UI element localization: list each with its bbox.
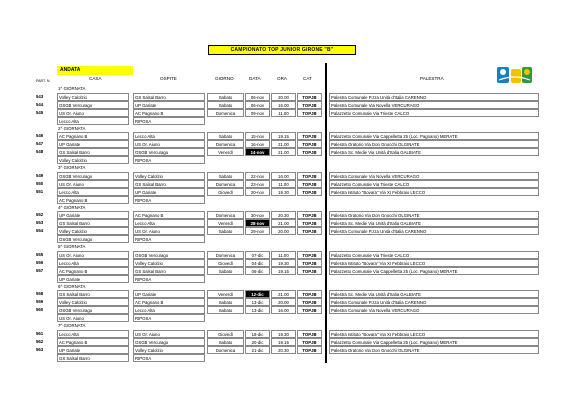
riposa-label: RIPOSA xyxy=(133,275,205,283)
header-cat: CAT xyxy=(303,76,312,81)
match-number: 553 xyxy=(36,220,44,226)
table-row xyxy=(0,219,566,227)
match-time: 16.00 xyxy=(271,101,296,109)
home-team: Volley Calolzio xyxy=(57,298,129,306)
header-ora: ORA xyxy=(277,76,287,81)
resting-team: AC Pagnano B xyxy=(57,196,129,204)
match-time: 19.30 xyxy=(271,259,296,267)
match-number: 562 xyxy=(36,338,44,344)
match-day: Sabato xyxy=(207,101,244,109)
category: TOPJB xyxy=(297,211,322,219)
away-team: US Or. Aiuno xyxy=(133,330,205,338)
riposa-label: RIPOSA xyxy=(133,156,205,164)
match-time: 21.00 xyxy=(271,140,296,148)
match-time: 21.00 xyxy=(271,219,296,227)
venue: Palestra Oratorio Via Don Gnocchi OLGINATE xyxy=(329,140,539,148)
match-day: Sabato xyxy=(207,93,244,101)
table-row xyxy=(0,180,566,188)
table-row xyxy=(0,267,566,275)
resting-team: Volley Calolzio xyxy=(57,156,129,164)
match-day: Giovedì xyxy=(207,330,244,338)
home-team: AC Pagnano B xyxy=(57,132,129,140)
away-team: Lecco Alta xyxy=(133,306,205,314)
match-date: 12-dic xyxy=(245,290,270,298)
match-day: Domenica xyxy=(207,211,244,219)
riposa-label: RIPOSA xyxy=(133,314,205,322)
match-time: 19.15 xyxy=(271,338,296,346)
home-team: OSGB Vercurago xyxy=(57,101,129,109)
away-team: Volley Calolzio xyxy=(133,346,205,354)
venue: Palazzetto Comunale Via Trieste CALCO xyxy=(329,251,539,259)
match-time: 19.15 xyxy=(271,132,296,140)
venue: Palestra Comunale P.zza Unità d'Italia CARENNO xyxy=(329,298,539,306)
category: TOPJB xyxy=(297,290,322,298)
venue: Palestra Comunale Via Novella VERCURAGO xyxy=(329,306,539,314)
venue: Palestra Istituto "Bovara" Via XI Febbraio LECCO xyxy=(329,259,539,267)
match-date: 22-nov xyxy=(245,172,270,180)
giornata-label: 4^ GIORNATA xyxy=(58,204,86,210)
category: TOPJB xyxy=(297,172,322,180)
resting-team: UP Gariate xyxy=(57,275,129,283)
match-number: 563 xyxy=(36,346,44,352)
venue: Palestra Comunale Via Novella VERCURAGO xyxy=(329,101,539,109)
home-team: GS Salsal Barro xyxy=(57,219,129,227)
category: TOPJB xyxy=(297,140,322,148)
category: TOPJB xyxy=(297,227,322,235)
table-row xyxy=(0,346,566,354)
match-day: Giovedì xyxy=(207,259,244,267)
match-time: 20.00 xyxy=(271,298,296,306)
away-team: AC Pagnano B xyxy=(133,298,205,306)
home-team: OSGB Vercurago xyxy=(57,172,129,180)
home-team: US Or. Aiuno xyxy=(57,251,129,259)
table-row xyxy=(0,172,566,180)
match-day: Sabato xyxy=(207,298,244,306)
venue: Palestra Comunale P.zza Unità d'Italia CARENNO xyxy=(329,93,539,101)
match-number: 560 xyxy=(36,307,44,313)
riposa-label: RIPOSA xyxy=(133,354,205,362)
away-team: Volley Calolzio xyxy=(133,172,205,180)
match-number: 561 xyxy=(36,330,44,336)
match-day: Venerdì xyxy=(207,148,244,156)
table-row xyxy=(0,338,566,346)
match-number: 544 xyxy=(36,101,44,107)
table-row xyxy=(0,330,566,338)
home-team: US Or. Aiuno xyxy=(57,109,129,117)
table-row xyxy=(0,188,566,196)
category: TOPJB xyxy=(297,306,322,314)
match-day: Domenica xyxy=(207,346,244,354)
match-time: 11.00 xyxy=(271,180,296,188)
giornata-label: 3^ GIORNATA xyxy=(58,165,86,170)
riposa-label: RIPOSA xyxy=(133,235,205,243)
header-giorno: GIORNO xyxy=(215,76,234,81)
category: TOPJB xyxy=(297,219,322,227)
match-number: 543 xyxy=(36,93,44,99)
away-team: Lecco Alta xyxy=(133,219,205,227)
away-team: UP Gariate xyxy=(133,101,205,109)
home-team: Lecco Alta xyxy=(57,259,129,267)
venue: Palestra Sc. Medie Via Unità d'Italia GALBIATE xyxy=(329,219,539,227)
match-number: 547 xyxy=(36,141,44,147)
venue: Palestra Istituto "Bovara" Via XI Febbraio LECCO xyxy=(329,188,539,196)
match-time: 16.00 xyxy=(271,306,296,314)
match-number: 555 xyxy=(36,251,44,257)
home-team: GS Salsal Barro xyxy=(57,148,129,156)
match-date: 06-nov xyxy=(245,93,270,101)
away-team: US Or. Aiuno xyxy=(133,140,205,148)
home-team: UP Gariate xyxy=(57,211,129,219)
match-day: Domenica xyxy=(207,180,244,188)
match-day: Sabato xyxy=(207,172,244,180)
match-number: 546 xyxy=(36,133,44,139)
venue: Palazzetto Comunale Via Cappelletta 25 (Loc. Pagnano) MERATE xyxy=(329,338,539,346)
table-row xyxy=(0,227,566,235)
home-team: US Or. Aiuno xyxy=(57,180,129,188)
match-day: Sabato xyxy=(207,267,244,275)
away-team: OSGB Vercurago xyxy=(133,338,205,346)
match-time: 20.00 xyxy=(271,93,296,101)
round-label: ANDATA xyxy=(57,66,133,75)
match-number: 550 xyxy=(36,180,44,186)
match-date: 04-dic xyxy=(245,259,270,267)
away-team: OSGB Vercurago xyxy=(133,251,205,259)
match-date: 09-nov xyxy=(245,109,270,117)
match-day: Venerdì xyxy=(207,290,244,298)
table-row xyxy=(0,132,566,140)
match-time: 21.00 xyxy=(271,290,296,298)
away-team: GS Salsal Barro xyxy=(133,180,205,188)
match-number: 548 xyxy=(36,149,44,155)
resting-team: Lecco Alta xyxy=(57,117,129,125)
match-date: 21-dic xyxy=(245,346,270,354)
home-team: GS Salsal Barro xyxy=(57,290,129,298)
category: TOPJB xyxy=(297,132,322,140)
venue: Palazzetto Comunale Via Cappelletta 25 (Loc. Pagnano) MERATE xyxy=(329,132,539,140)
away-team: UP Gariate xyxy=(133,290,205,298)
category: TOPJB xyxy=(297,346,322,354)
page-title: CAMPIONATO TOP JUNIOR GIRONE "B" xyxy=(208,45,356,55)
home-team: Lecco Alta xyxy=(57,330,129,338)
header-palestra: PALESTRA xyxy=(420,76,444,81)
match-date: 20-dic xyxy=(245,338,270,346)
table-row xyxy=(0,251,566,259)
category: TOPJB xyxy=(297,180,322,188)
home-team: UP Gariate xyxy=(57,346,129,354)
away-team: GS Salsal Barro xyxy=(133,267,205,275)
match-date: 23-nov xyxy=(245,180,270,188)
table-row xyxy=(0,298,566,306)
match-time: 20.30 xyxy=(271,211,296,219)
match-number: 557 xyxy=(36,267,44,273)
category: TOPJB xyxy=(297,93,322,101)
match-day: Domenica xyxy=(207,140,244,148)
category: TOPJB xyxy=(297,188,322,196)
match-number: 551 xyxy=(36,188,44,194)
resting-team: GS Salsal Barro xyxy=(57,354,129,362)
match-day: Venerdì xyxy=(207,219,244,227)
home-team: UP Gariate xyxy=(57,140,129,148)
category: TOPJB xyxy=(297,298,322,306)
volleyball-logo-icon xyxy=(493,64,535,86)
home-team: Volley Calolzio xyxy=(57,93,129,101)
match-date: 06-nov xyxy=(245,101,270,109)
giornata-label: 1^ GIORNATA xyxy=(58,86,86,91)
category: TOPJB xyxy=(297,101,322,109)
match-time: 19.30 xyxy=(271,188,296,196)
category: TOPJB xyxy=(297,148,322,156)
away-team: GS Salsal Barro xyxy=(133,93,205,101)
category: TOPJB xyxy=(297,109,322,117)
match-time: 19.30 xyxy=(271,330,296,338)
match-date: 28-nov xyxy=(245,219,270,227)
away-team: Volley Calolzio xyxy=(133,259,205,267)
venue: Palestra Istituto "Bovara" Via XI Febbraio LECCO xyxy=(329,330,539,338)
header-ospite: OSPITE xyxy=(160,76,177,81)
category: TOPJB xyxy=(297,330,322,338)
riposa-label: RIPOSA xyxy=(133,117,205,125)
category: TOPJB xyxy=(297,259,322,267)
match-date: 07-dic xyxy=(245,251,270,259)
match-number: 552 xyxy=(36,212,44,218)
venue: Palazzetto Comunale Via Trieste CALCO xyxy=(329,180,539,188)
venue: Palestra Comunale Via Novella VERCURAGO xyxy=(329,172,539,180)
table-row xyxy=(0,101,566,109)
match-day: Domenica xyxy=(207,109,244,117)
header-data: DATA xyxy=(249,76,261,81)
match-date: 14-nov xyxy=(245,148,270,156)
away-team: AC Pagnano B xyxy=(133,109,205,117)
away-team: US Or. Aiuno xyxy=(133,227,205,235)
venue: Palestra Sc. Medie Via Unità d'Italia GALBIATE xyxy=(329,148,539,156)
home-team: AC Pagnano B xyxy=(57,267,129,275)
table-row xyxy=(0,290,566,298)
giornata-label: 6^ GIORNATA xyxy=(58,283,86,289)
venue: Palestra Comunale P.zza Unità d'Italia CARENNO xyxy=(329,227,539,235)
match-day: Sabato xyxy=(207,227,244,235)
match-date: 15-nov xyxy=(245,132,270,140)
away-team: AC Pagnano B xyxy=(133,211,205,219)
category: TOPJB xyxy=(297,251,322,259)
match-time: 20.30 xyxy=(271,346,296,354)
table-row xyxy=(0,140,566,148)
away-team: Lecco Alta xyxy=(133,132,205,140)
venue: Palestra Sc. Medie Via Unità d'Italia GALBIATE xyxy=(329,290,539,298)
home-team: OSGB Vercurago xyxy=(57,306,129,314)
home-team: Lecco Alta xyxy=(57,188,129,196)
match-time: 11.00 xyxy=(271,251,296,259)
away-team: UP Gariate xyxy=(133,188,205,196)
match-day: Domenica xyxy=(207,251,244,259)
venue: Palazzetto Comunale Via Cappelletta 25 (Loc. Pagnano) MERATE xyxy=(329,267,539,275)
match-time: 16.00 xyxy=(271,172,296,180)
match-time: 21.00 xyxy=(271,148,296,156)
table-row xyxy=(0,259,566,267)
match-day: Sabato xyxy=(207,132,244,140)
match-date: 29-nov xyxy=(245,227,270,235)
match-day: Giovedì xyxy=(207,188,244,196)
match-number: 549 xyxy=(36,172,44,178)
match-date: 06-dic xyxy=(245,267,270,275)
riposa-label: RIPOSA xyxy=(133,196,205,204)
venue: Palazzetto Comunale Via Trieste CALCO xyxy=(329,109,539,117)
match-time: 20.00 xyxy=(271,227,296,235)
match-date: 18-dic xyxy=(245,330,270,338)
match-number: 559 xyxy=(36,299,44,305)
giornata-label: 5^ GIORNATA xyxy=(58,244,86,249)
match-number: 554 xyxy=(36,228,44,234)
resting-team: US Or. Aiuno xyxy=(57,314,129,322)
venue: Palestra Oratorio Via Don Gnocchi OLGINATE xyxy=(329,346,539,354)
table-row xyxy=(0,211,566,219)
table-row xyxy=(0,306,566,314)
table-row xyxy=(0,93,566,101)
match-date: 30-nov xyxy=(245,211,270,219)
match-date: 13-dic xyxy=(245,306,270,314)
venue: Palestra Oratorio Via Don Gnocchi OLGINATE xyxy=(329,211,539,219)
match-number: 556 xyxy=(36,259,44,265)
match-date: 16-nov xyxy=(245,140,270,148)
giornata-label: 2^ GIORNATA xyxy=(58,125,86,131)
table-row xyxy=(0,148,566,156)
home-team: Volley Calolzio xyxy=(57,227,129,235)
category: TOPJB xyxy=(297,267,322,275)
category: TOPJB xyxy=(297,338,322,346)
header-casa: CASA xyxy=(89,76,102,81)
header-partn: PART. N. xyxy=(36,79,51,83)
match-time: 19.15 xyxy=(271,267,296,275)
match-day: Sabato xyxy=(207,338,244,346)
match-date: 13-dic xyxy=(245,298,270,306)
home-team: AC Pagnano B xyxy=(57,338,129,346)
match-number: 558 xyxy=(36,291,44,297)
away-team: OSGB Vercurago xyxy=(133,148,205,156)
match-day: Sabato xyxy=(207,306,244,314)
match-number: 545 xyxy=(36,109,44,115)
giornata-label: 7^ GIORNATA xyxy=(58,323,86,328)
resting-team: OSGB Vercurago xyxy=(57,235,129,243)
match-time: 11.00 xyxy=(271,109,296,117)
match-date: 20-nov xyxy=(245,188,270,196)
table-row xyxy=(0,109,566,117)
